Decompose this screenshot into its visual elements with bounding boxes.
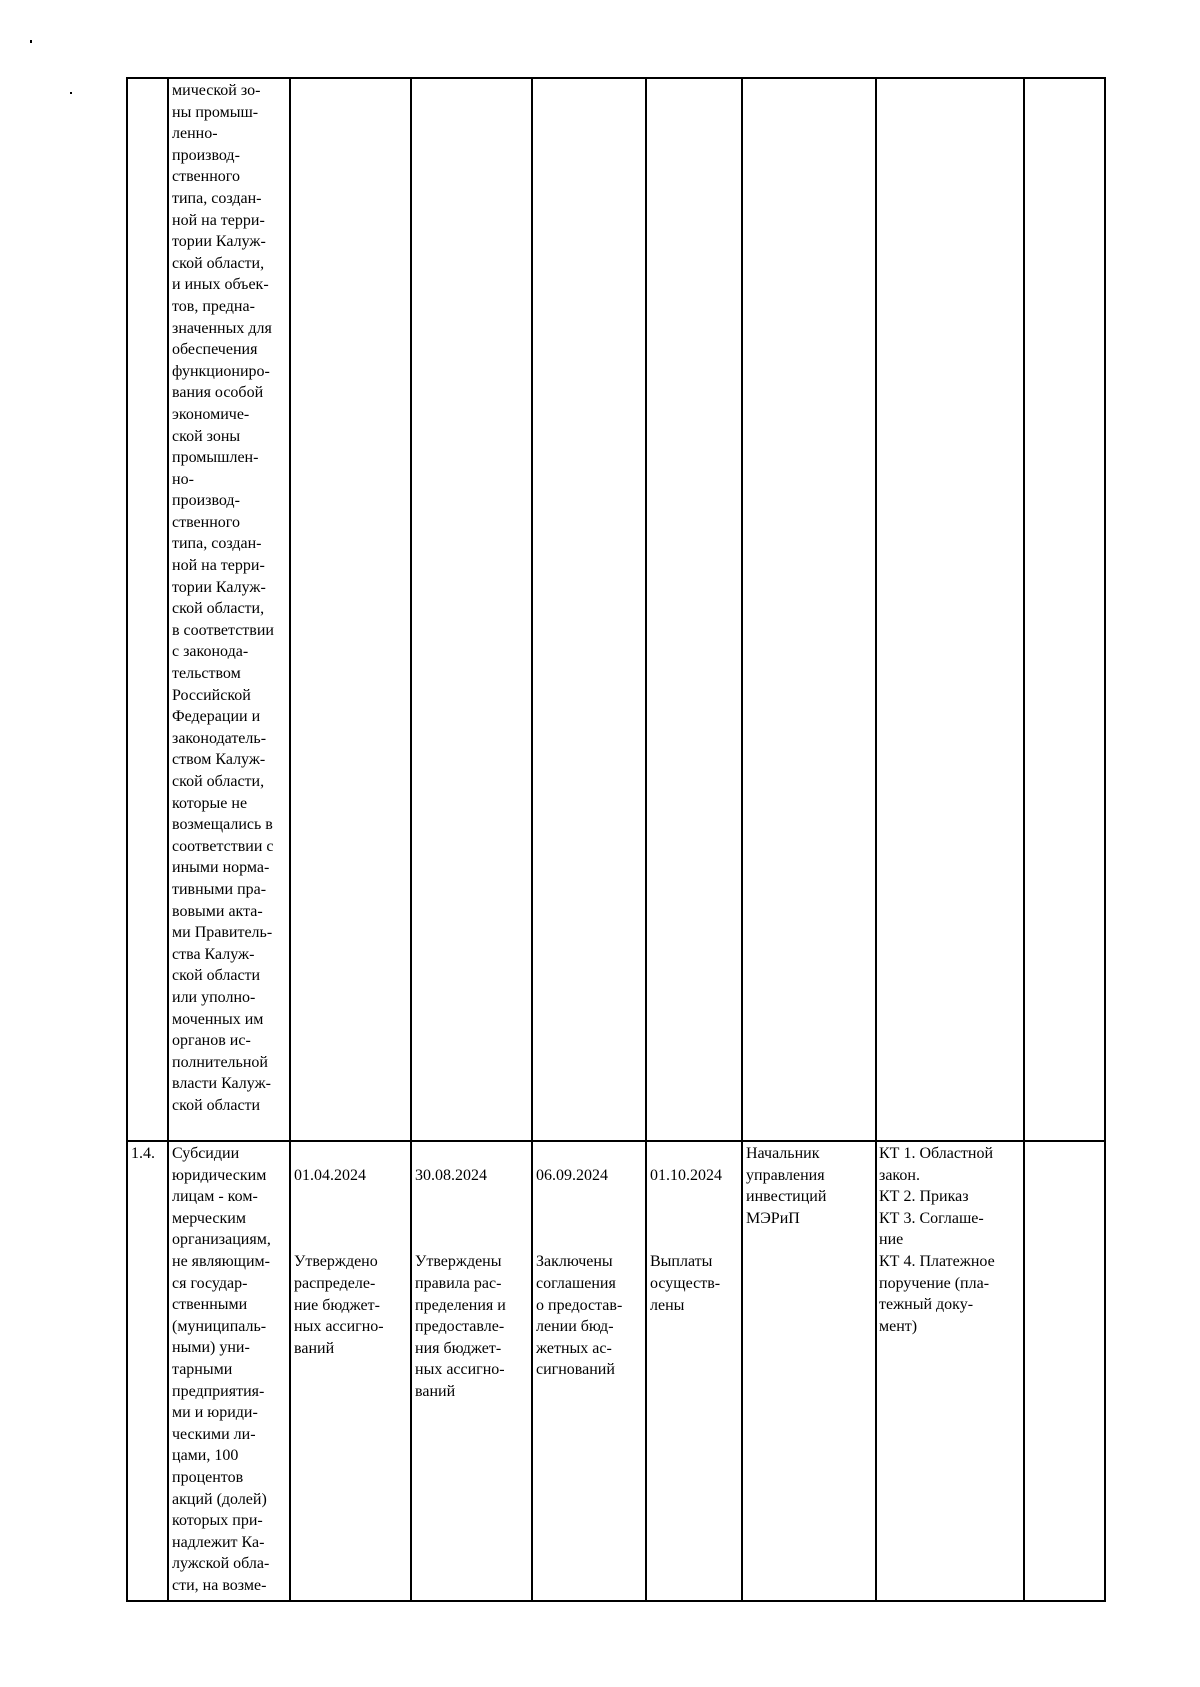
- kt1-cell: [290, 1141, 411, 1601]
- kt2-date: 30.08.2024: [415, 1166, 487, 1184]
- kt3-date: 06.09.2024: [536, 1166, 608, 1184]
- kt4-cell: [646, 1141, 742, 1601]
- row-number-cell: [127, 78, 168, 1141]
- note-cell: [1024, 78, 1105, 1141]
- kt3-text: Заключены соглашения о предостав- лении бюд- жетных ас- сигнований: [536, 1253, 623, 1379]
- kt2-cell: [411, 1141, 532, 1601]
- kt4-cell: [646, 78, 742, 1141]
- event-name-cell: мической зо- ны промыш- ленно- производ- ственного типа, создан- ной на терри- тории Калуж- ской области, и иных объек- тов, предна- значенных для обеспечения функциониро- вания особой экономиче- ской зоны промышлен- но- производ- ственного типа, создан- ной на терри- тории Калуж- ской области, в соответствии с законода- тельством Российской Федерации и законодатель- ством Калуж- ской области, которые не возмещались в соответствии с иными норма- тивными пра- вовыми акта- ми Правитель- ства Калуж- ской области или уполно- моченных им органов ис- полнительной власти Калуж- ской области: [168, 78, 290, 1141]
- scan-speck: [70, 92, 72, 94]
- kt3-cell: [532, 78, 646, 1141]
- kt3-cell: [532, 1141, 646, 1601]
- responsible-cell: Начальник управления инвестиций МЭРиП: [742, 1141, 876, 1601]
- note-cell: [1024, 1141, 1105, 1601]
- kt2-text: Утверждены правила рас- пределения и предоставле- ния бюджет- ных ассигно- ваний: [415, 1253, 506, 1400]
- kt1-text: Утверждено распределе- ние бюджет- ных ассигно- ваний: [294, 1253, 384, 1357]
- responsible-cell: [742, 78, 876, 1141]
- kt4-text: Выплаты осуществ- лены: [650, 1253, 721, 1314]
- kt1-date: 01.04.2024: [294, 1166, 366, 1184]
- documents-cell: КТ 1. Областной закон. КТ 2. Приказ КТ 3. Соглаше- ние КТ 4. Платежное поручение (пла- тежный доку- мент): [876, 1141, 1024, 1601]
- control-points-table: [126, 77, 1106, 1602]
- scan-speck: [30, 40, 32, 43]
- table-row-continued: [127, 78, 1105, 1141]
- event-name-cell: Субсидии юридическим лицам - ком- мерческим организациям, не являющим- ся государ- ственными (муниципаль- ными) уни- тарными предприятия- ми и юриди- ческими ли- цами, 100 процентов акций (долей) которых при- надлежит Ка- лужской обла- сти, на возме-: [168, 1141, 290, 1601]
- documents-cell: [876, 78, 1024, 1141]
- row-number-cell: 1.4.: [127, 1141, 168, 1601]
- kt4-date: 01.10.2024: [650, 1166, 722, 1184]
- kt2-cell: [411, 78, 532, 1141]
- kt1-cell: [290, 78, 411, 1141]
- table-row-1-4: [127, 1141, 1105, 1601]
